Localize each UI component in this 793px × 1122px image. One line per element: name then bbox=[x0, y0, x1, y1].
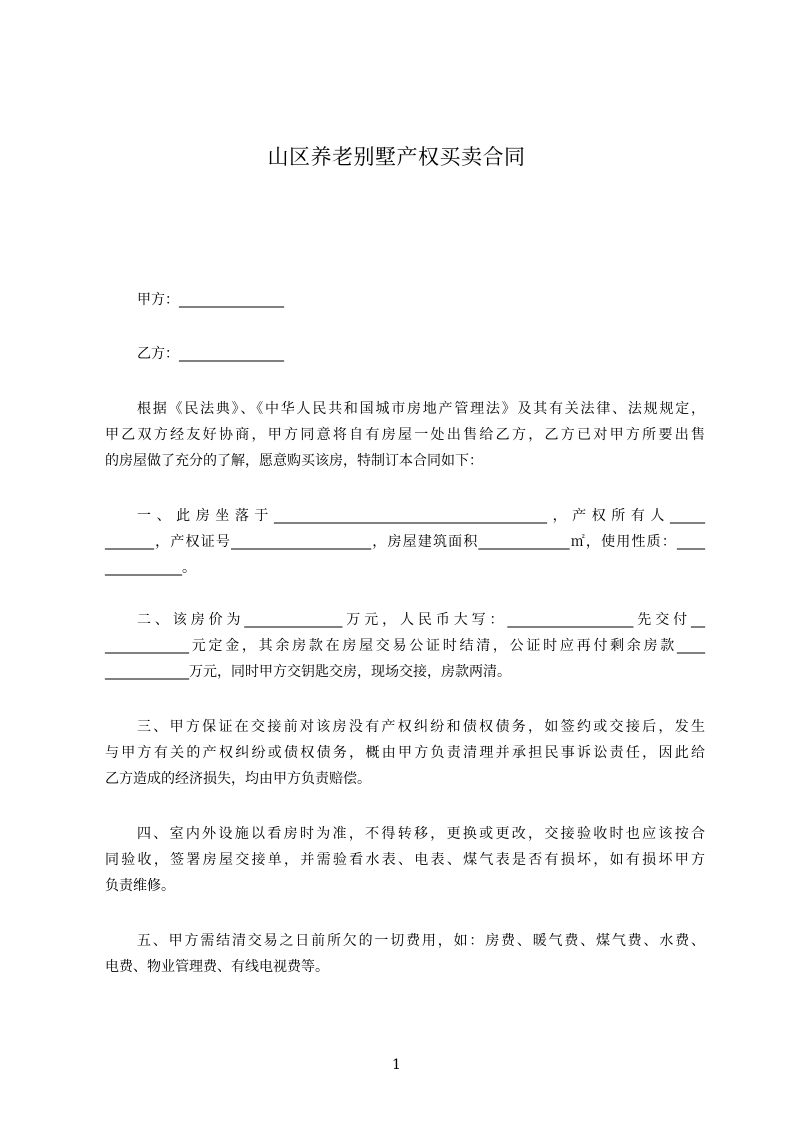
clause-3-line: 与甲方有关的产权纠纷或债权债务，概由甲方负责清理并承担民事诉讼责任，因此给 bbox=[105, 745, 705, 761]
clause-3-paragraph bbox=[105, 714, 705, 792]
clause-4-paragraph bbox=[105, 821, 705, 899]
intro-paragraph bbox=[105, 396, 705, 474]
intro-line: 根据《民法典》、《中华人民共和国城市房地产管理法》及其有关法律、法规规定， bbox=[137, 401, 705, 417]
clause-3-line: 三、甲方保证在交接前对该房没有产权纠纷和债权债务，如签约或交接后，发生 bbox=[137, 719, 705, 735]
clause-2-line: ____________万元，同时甲方交钥匙交房，现场交接，房款两清。 bbox=[105, 664, 511, 680]
intro-line: 甲乙双方经友好协商，甲方同意将自有房屋一处出售给乙方，乙方已对甲方所要出售 bbox=[105, 427, 705, 443]
clause-2-line: ____________元定金，其余房款在房屋交易公证时结清，公证时应再付剩余房款____ bbox=[105, 638, 705, 654]
clause-1-line: 一、此房坐落于_______________________________________，产权所有人_____ bbox=[137, 508, 705, 524]
clause-4-line: 四、室内外设施以看房时为准，不得转移，更换或更改，交接验收时也应该按合 bbox=[137, 826, 705, 842]
clause-5-line: 五、甲方需结清交易之日前所欠的一切费用，如：房费、暖气费、煤气费、水费、 bbox=[137, 933, 705, 949]
clause-4-line: 同验收，签署房屋交接单，并需验看水表、电表、煤气表是否有损坏，如有损坏甲方 bbox=[105, 852, 705, 868]
clause-5-paragraph bbox=[105, 928, 705, 980]
contract-title: 山区养老别墅产权买卖合同 bbox=[267, 145, 526, 169]
clause-3-line: 乙方造成的经济损失，均由甲方负责赔偿。 bbox=[105, 771, 371, 787]
intro-line: 的房屋做了充分的了解，愿意购买该房，特制订本合同如下： bbox=[105, 453, 483, 469]
clause-2-line: 二、该房价为______________万元，人民币大写：__________________先交付__ bbox=[137, 612, 705, 628]
clause-1-line: ___________。 bbox=[105, 560, 196, 576]
clause-2-paragraph bbox=[105, 607, 705, 685]
clause-1-paragraph bbox=[105, 503, 705, 581]
party-b-line: 乙方：_______________ bbox=[137, 346, 284, 362]
clause-1-line: _______，产权证号____________________，房屋建筑面积_____________㎡，使用性质：____ bbox=[105, 534, 705, 550]
clause-5-line: 电费、物业管理费、有线电视费等。 bbox=[105, 959, 329, 975]
party-a-line: 甲方：_______________ bbox=[137, 292, 284, 308]
page-number: 1 bbox=[392, 1057, 401, 1073]
clause-4-line: 负责维修。 bbox=[105, 878, 175, 894]
